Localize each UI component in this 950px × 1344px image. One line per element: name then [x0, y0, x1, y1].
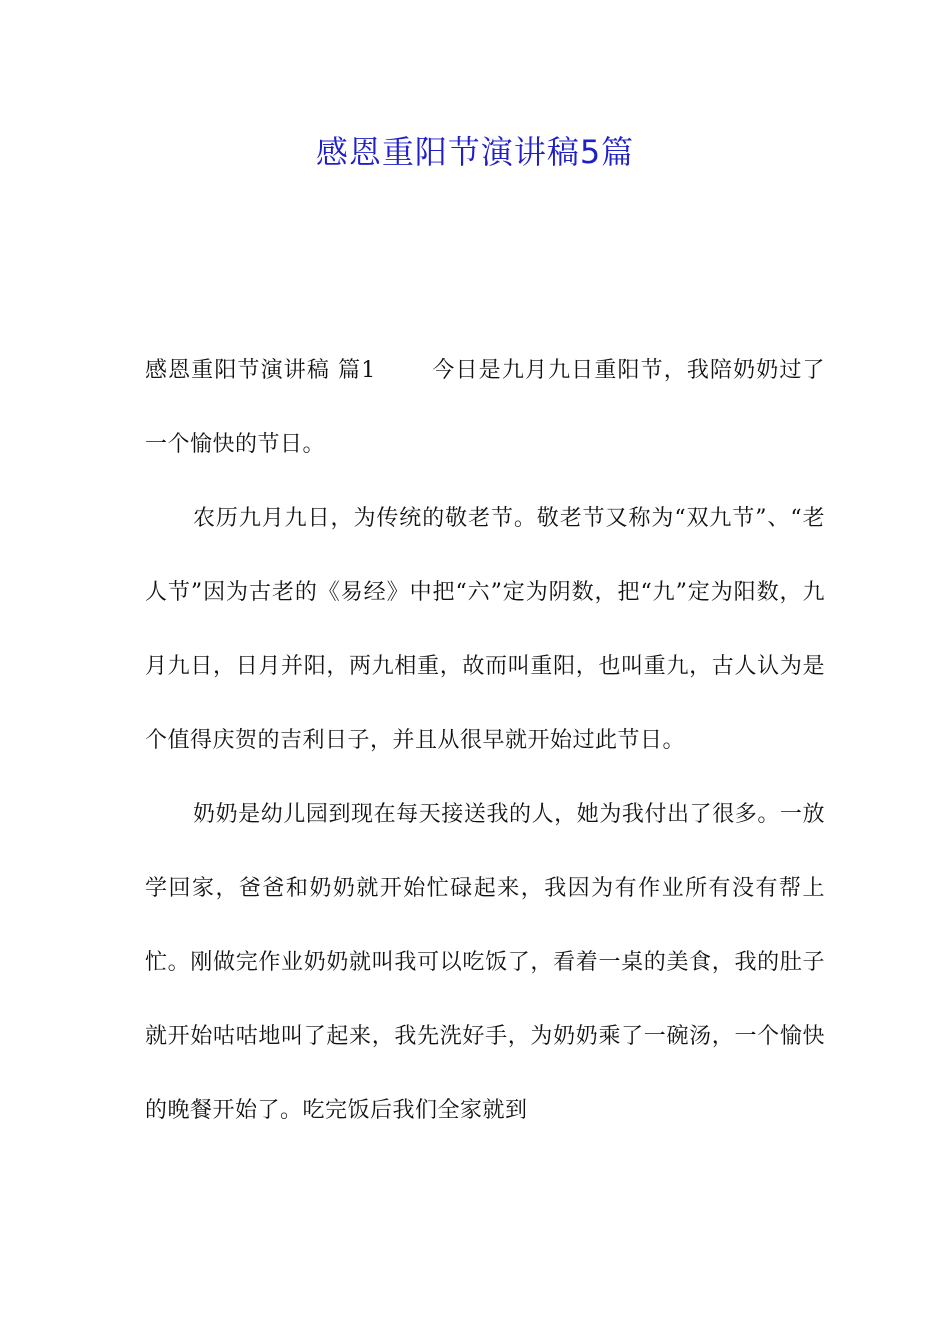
document-title: 感恩重阳节演讲稿5篇	[315, 133, 635, 171]
paragraph-2: 农历九月九日，为传统的敬老节。敬老节又称为“双九节”、“老人节”因为古老的《易经》中把“六”定为阴数，把“九”定为阳数，九月九日，日月并阳，两九相重，故而叫重阳，也叫重九，古人认为是个值得庆贺的吉利日子，并且从很早就开始过此节日。	[145, 506, 825, 753]
paragraph-3: 奶奶是幼儿园到现在每天接送我的人，她为我付出了很多。一放学回家，爸爸和奶奶就开始忙碌起来，我因为有作业所有没有帮上忙。刚做完作业奶奶就叫我可以吃饭了，看着一桌的美食，我的肚子就开始咕咕地叫了起来，我先洗好手，为奶奶乘了一碗汤，一个愉快的晚餐开始了。吃完饭后我们全家就到	[145, 802, 825, 1123]
section-heading: 感恩重阳节演讲稿 篇1	[145, 358, 376, 383]
paragraph-1-text: 今日是九月九日重阳节，我陪奶奶过了一个愉快的节日。	[145, 358, 825, 457]
document-body	[145, 334, 825, 1148]
paragraph-1	[145, 334, 825, 482]
